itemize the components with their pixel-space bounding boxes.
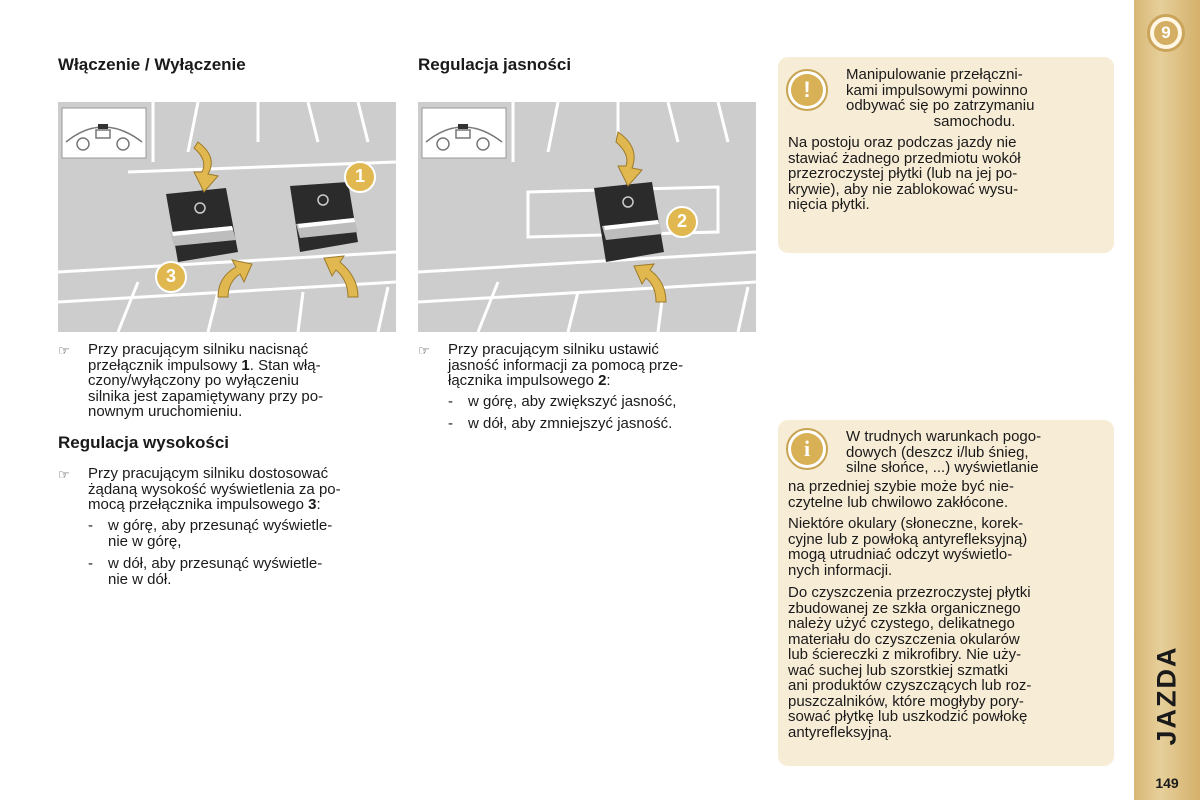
note-warning	[778, 57, 1114, 253]
switch-2-graphic	[594, 182, 664, 262]
bullet-brightness-text: Przy pracującym silniku ustawić jasność informacji za pomocą prze- łącznika impulsowego 2:	[448, 341, 684, 389]
note-warning-paragraph: Na postoju oraz podczas jazdy nie stawiać żadnego przedmiotu wokół przezroczystej płytki (lub na jej po- krywie), aby nie zablokować wysu- nięcia płytki.	[788, 134, 1021, 213]
chapter-number-badge: 9	[1147, 14, 1185, 52]
hand-pointer-icon: ☞	[58, 343, 70, 358]
callout-3: 3	[165, 266, 176, 286]
note-info-intro-rest: na przedniej szybie może być nie- czytelne lub chwilowo zakłócone.	[788, 478, 1014, 511]
bullet-on-off	[58, 342, 396, 420]
bullet-height	[58, 466, 396, 513]
info-icon: i	[786, 428, 828, 470]
heading-brightness: Regulacja jasności	[418, 55, 572, 74]
note-info-intro: W trudnych warunkach pogo- dowych (deszcz i/lub śnieg, silne słońce, ...) wyświetlanie	[846, 428, 1042, 476]
warning-icon: !	[786, 69, 828, 111]
note-info	[778, 420, 1114, 766]
bullet-on-off-text: Przy pracującym silniku nacisnąć przełącznik impulsowy 1. Stan włą- czony/wyłączony po wyłączeniu silnika jest zapamiętywany przy po- nownym uruchomieniu.	[88, 341, 324, 420]
heading-on-off: Włączenie / Wyłączenie	[58, 55, 246, 74]
hand-pointer-icon: ☞	[418, 343, 430, 358]
dash-item-up: - w górę, aby przesunąć wyświetle- nie w górę,	[88, 517, 333, 550]
callout-2: 2	[676, 211, 687, 231]
note-info-cleaning: Do czyszczenia przezroczystej płytki zbudowanej ze szkła organicznego należy użyć czystego, delikatnego materiału do czyszczenia okularów lub ściereczki z mikrofibry. Nie uży- wać suchej lub szorstkiej szmatki ani produktów czyszczących lub roz- puszczalników, które mogłyby pory- sować płytkę lub uszkodzić powłokę antyrefleksyjną.	[788, 584, 1032, 741]
page-number: 149	[1155, 775, 1179, 791]
dash-item-down: - w dół, aby przesunąć wyświetle- nie w dół.	[88, 555, 323, 588]
illustration-switch-2	[418, 102, 756, 332]
illustration-switches-1-3	[58, 102, 396, 332]
note-info-glasses: Niektóre okulary (słoneczne, korek- cyjne lub z powłoką antyrefleksyjną) mogą utrudniać odczyt wyświetlo- nych informacji.	[788, 515, 1028, 579]
note-warning-intro: Manipulowanie przełączni- kami impulsowymi powinno odbywać się po zatrzymaniu samochodu.	[846, 66, 1035, 130]
switch-3-graphic	[166, 188, 238, 262]
callout-1: 1	[354, 166, 365, 186]
hand-pointer-icon: ☞	[58, 467, 70, 482]
dash-brightness-up: - w górę, aby zwiększyć jasność,	[448, 393, 677, 410]
chapter-label: JAZDA	[1151, 644, 1182, 746]
bullet-brightness	[418, 342, 756, 389]
heading-height: Regulacja wysokości	[58, 433, 230, 452]
dash-brightness-down: - w dół, aby zmniejszyć jasność.	[448, 415, 673, 432]
bullet-height-text: Przy pracującym silniku dostosować żądaną wysokość wyświetlenia za po- mocą przełącznika impulsowego 3:	[88, 465, 341, 513]
switch-1-graphic	[290, 182, 358, 252]
